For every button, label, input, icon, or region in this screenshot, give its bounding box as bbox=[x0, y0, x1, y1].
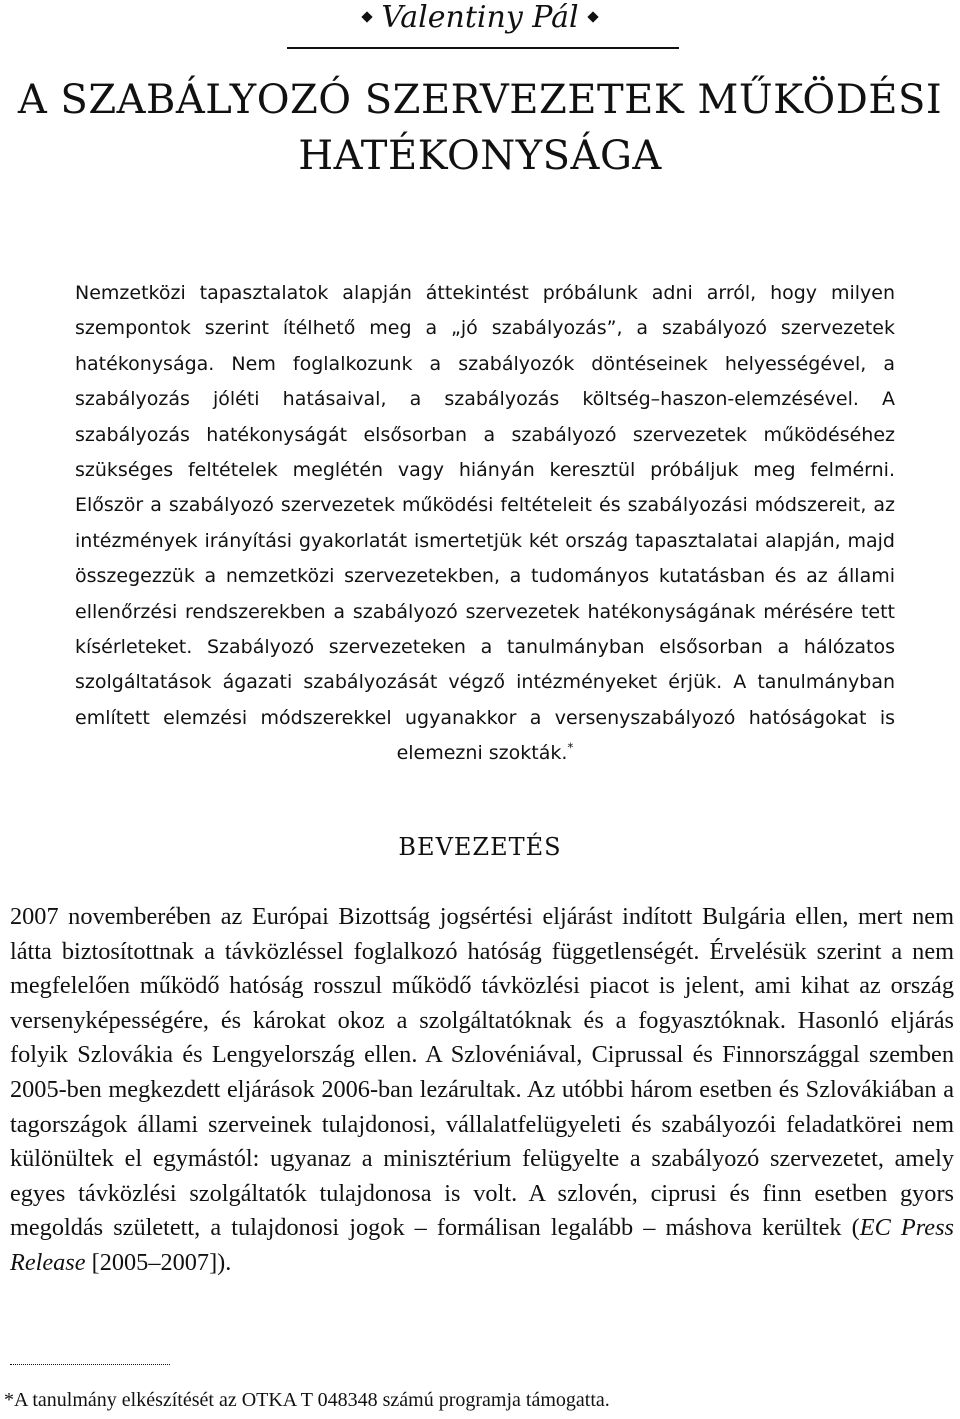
article-title bbox=[0, 72, 960, 184]
footnote-marker: * bbox=[567, 740, 574, 755]
author-header bbox=[0, 0, 960, 36]
diamond-bullet-icon bbox=[362, 11, 373, 22]
footnote: *A tanulmány elkészítését az OTKA T 048348 számú programja támogatta. bbox=[4, 1389, 610, 1411]
body-text: 2007 novemberében az Európai Bizottság jogsértési eljárást indított Bulgária ellen, mert nem látta biztosítottnak a távközléssel foglalkozó hatóság függetlenségét. Érvelésük szerint a nem megfelelően működő hatóság rosszul működő távközlési piacot is jelent, ami kihat az ország versenyképességére, és károkat okoz a szolgáltatóknak és a fogyasztóknak. Hasonló eljárás folyik Szlovákia és Lengyelország ellen. A Szlovéniával, Ciprussal és Finnországgal szemben 2005-ben megkezdett eljárások 2006-ban lezárultak. Az utóbbi három esetben és Szlovákiában a tagországok állami szerveinek tulajdonosi, vállalatfelügyeleti és szabályozói feladatkörei nem különültek el egymástól: ugyanaz a minisztérium felügyelte a szabályozó szervezetet, amely egyes távközlési szolgáltatók tulajdonosa is volt. A szlovén, ciprusi és finn esetben gyors megoldás született, a tulajdonosi jogok – formálisan legalább – máshova kerültek ( bbox=[10, 903, 954, 1242]
citation-title: EC Press Release bbox=[10, 1214, 954, 1276]
section-heading: BEVEZETÉS bbox=[398, 833, 562, 861]
citation-years: [2005–2007]). bbox=[85, 1248, 232, 1276]
abstract-text: Nemzetközi tapasztalatok alapján áttekintést próbálunk adni arról, hogy milyen szempontok szerint ítélhető meg a „jó szabályozás”, a szabályozó szervezetek hatékonysága. Nem foglalkozunk a szabályozók döntéseinek helyességével, a szabályozás jóléti hatásaival, a szabályozás költség–haszon-elemzésével. A szabályozás hatékonyságát elsősorban a szabályozó szervezetek működéséhez szükséges feltételek meglétén vagy hiányán keresztül próbáljuk meg felmérni. Először a szabályozó szervezetek működési feltételeit és szabályozási módszereit, az intézmények irányítási gyakorlatát ismertetjük két ország tapasztalatai alapján, majd összegezzük a nemzetközi szervezetekben, a tudományos kutatásban és az állami ellenőrzési rendszerekben a szabályozó szervezetek hatékonyságának mérésére tett kísérleteket. Szabályozó szervezeteken a tanulmányban elsősorban a hálózatos szolgáltatások ágazati szabályozását végző intézményeket érjük. A tanulmányban említett elemzési módszerekkel ugyanakkor a versenyszabályozó hatóságokat is elemezni szokták. bbox=[75, 282, 895, 765]
body-paragraph bbox=[10, 900, 954, 1281]
abstract bbox=[75, 276, 895, 772]
author-underline bbox=[287, 47, 679, 49]
title-line-2: HATÉKONYSÁGA bbox=[298, 133, 662, 179]
title-line-1: A SZABÁLYOZÓ SZERVEZETEK MŰKÖDÉSI bbox=[17, 77, 943, 123]
author-name: Valentiny Pál bbox=[381, 0, 579, 35]
diamond-bullet-icon bbox=[587, 11, 598, 22]
footnote-separator bbox=[10, 1364, 170, 1365]
